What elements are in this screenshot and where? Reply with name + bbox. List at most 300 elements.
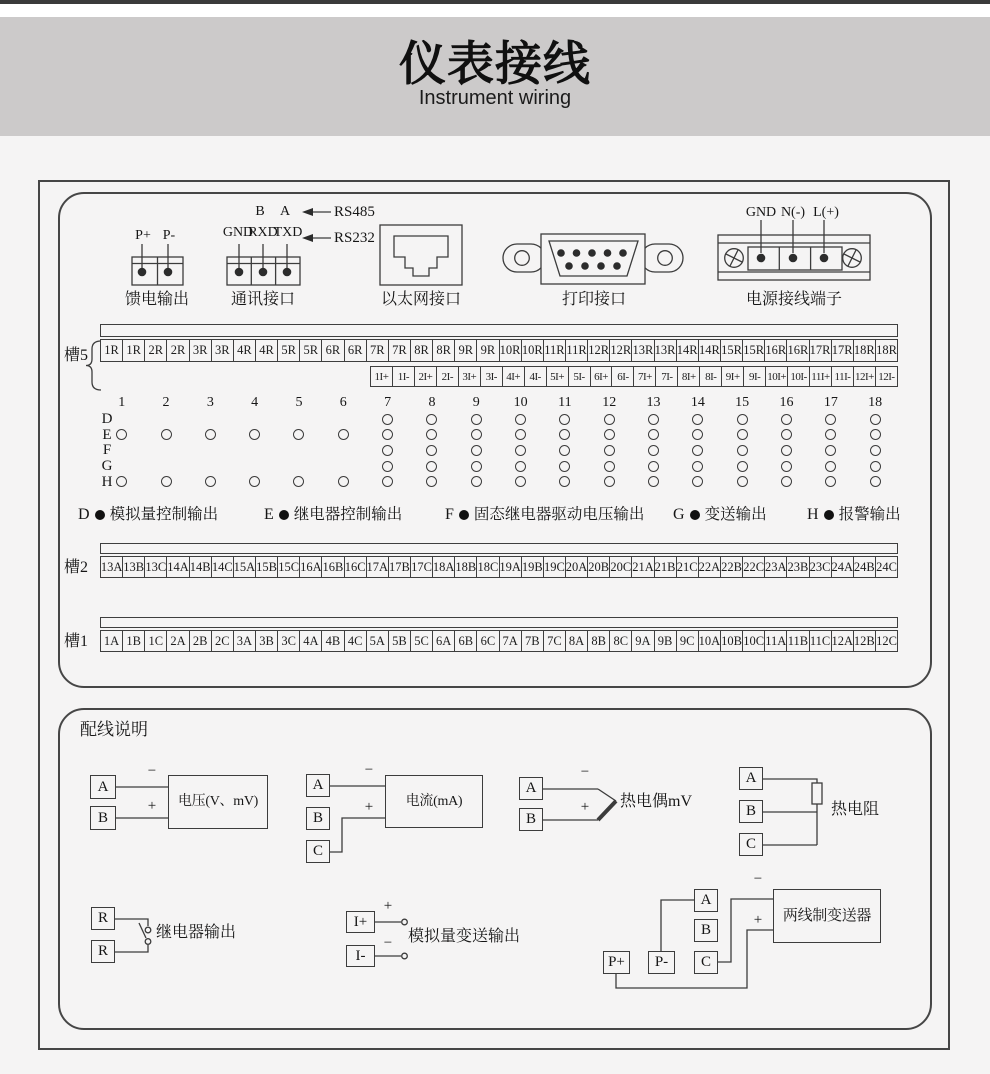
io-terminal-circle	[116, 429, 127, 440]
matrix-column-number: 2	[162, 395, 170, 410]
io-terminal-circle	[648, 414, 659, 425]
legend-key: D	[78, 506, 90, 523]
terminal-cell: 4I+	[502, 366, 525, 387]
terminal-cell: 1I-	[392, 366, 415, 387]
matrix-column-number: 8	[428, 395, 436, 410]
terminal-cell: 5B	[388, 630, 411, 652]
terminal-cell: 16B	[321, 556, 344, 578]
io-terminal-circle	[604, 461, 615, 472]
terminal-cell: 1R	[122, 339, 145, 362]
terminal-box: C	[694, 951, 718, 974]
io-terminal-circle	[737, 476, 748, 487]
terminal-cell: 8R	[432, 339, 455, 362]
terminal-cell: 5R	[299, 339, 322, 362]
terminal-cell: 7B	[521, 630, 544, 652]
wiring-notes-title: 配线说明	[80, 720, 148, 739]
terminal-cell: 5I+	[546, 366, 569, 387]
matrix-column-number: 11	[558, 395, 572, 410]
matrix-column-number: 5	[295, 395, 303, 410]
terminal-cell: 16A	[299, 556, 322, 578]
io-terminal-circle	[515, 429, 526, 440]
legend-key: G	[673, 506, 685, 523]
io-terminal-circle	[249, 476, 260, 487]
terminal-cell: 7R	[388, 339, 411, 362]
io-matrix	[0, 0, 990, 500]
terminal-cell: 7I-	[655, 366, 678, 387]
terminal-cell: 5C	[410, 630, 433, 652]
terminal-cell: 18A	[432, 556, 455, 578]
legend-key: F	[445, 506, 454, 523]
io-terminal-circle	[825, 429, 836, 440]
terminal-cell: 3C	[277, 630, 300, 652]
legend-label: 固态继电器驱动电压输出	[473, 506, 645, 524]
io-terminal-circle	[604, 476, 615, 487]
terminal-cell: 22B	[720, 556, 743, 578]
terminal-cell: 1R	[100, 339, 123, 362]
io-terminal-circle	[471, 461, 482, 472]
matrix-column-number: 14	[690, 395, 705, 410]
terminal-cell: 6B	[454, 630, 477, 652]
rtd-label: 热电阻	[831, 801, 880, 818]
io-terminal-circle	[737, 414, 748, 425]
terminal-cell: 17C	[410, 556, 433, 578]
analog-out-label: 模拟量变送输出	[408, 928, 521, 945]
io-terminal-circle	[692, 429, 703, 440]
io-terminal-circle	[382, 414, 393, 425]
power-caption: 电源接线端子	[745, 291, 843, 308]
rs232-label: RS232	[334, 230, 375, 246]
terminal-cell: 19A	[499, 556, 522, 578]
terminal-cell: 22C	[742, 556, 765, 578]
slot1-top-rail	[100, 617, 898, 628]
terminal-box: I-	[346, 945, 375, 967]
io-terminal-circle	[293, 476, 304, 487]
terminal-cell: 11I+	[809, 366, 832, 387]
terminal-cell: 16R	[764, 339, 787, 362]
terminal-cell: 3A	[233, 630, 256, 652]
terminal-cell: 2I-	[436, 366, 459, 387]
comm-pin-label: TXD	[273, 225, 303, 240]
slot2-label: 槽2	[64, 559, 89, 576]
terminal-cell: 12B	[853, 630, 876, 652]
io-terminal-circle	[426, 461, 437, 472]
terminal-cell: 15C	[277, 556, 300, 578]
wiring-notes-panel	[58, 708, 932, 1030]
terminal-cell: 3R	[211, 339, 234, 362]
legend-label: 继电器控制输出	[293, 506, 403, 524]
io-terminal-circle	[737, 461, 748, 472]
terminal-cell: 14C	[211, 556, 234, 578]
slot2-row	[100, 556, 898, 578]
io-terminal-circle	[249, 429, 260, 440]
terminal-cell: 11A	[764, 630, 787, 652]
io-terminal-circle	[648, 461, 659, 472]
terminal-cell: 2B	[189, 630, 212, 652]
thermocouple-label: 热电偶mV	[620, 793, 693, 810]
legend-item-alarm	[807, 507, 901, 523]
terminal-cell: 10R	[499, 339, 522, 362]
io-terminal-circle	[781, 461, 792, 472]
terminal-cell: 10B	[720, 630, 743, 652]
terminal-cell: 4R	[233, 339, 256, 362]
io-terminal-circle	[648, 476, 659, 487]
minus-sign: −	[753, 871, 763, 887]
terminal-cell: 20C	[609, 556, 632, 578]
relay-label: 继电器输出	[156, 924, 237, 941]
terminal-cell: 1I+	[370, 366, 393, 387]
io-terminal-circle	[692, 476, 703, 487]
terminal-cell: 23C	[809, 556, 832, 578]
legend-item-relay-control	[264, 507, 402, 523]
terminal-box: P-	[648, 951, 675, 974]
terminal-cell: 13R	[654, 339, 677, 362]
current-input-box: 电流(mA)	[385, 775, 483, 828]
terminal-box: A	[90, 775, 116, 799]
terminal-box: B	[739, 800, 763, 823]
terminal-box: B	[306, 807, 330, 830]
io-terminal-circle	[515, 445, 526, 456]
terminal-cell: 13C	[144, 556, 167, 578]
terminal-cell: 3B	[255, 630, 278, 652]
terminal-cell: 17B	[388, 556, 411, 578]
terminal-cell: 17A	[366, 556, 389, 578]
comm-pin-label: RXD	[248, 225, 278, 240]
terminal-cell: 24A	[831, 556, 854, 578]
io-terminal-circle	[692, 461, 703, 472]
terminal-cell: 3I+	[458, 366, 481, 387]
terminal-cell: 10C	[742, 630, 765, 652]
terminal-cell: 7C	[543, 630, 566, 652]
matrix-column-number: 12	[602, 395, 617, 410]
io-terminal-circle	[825, 414, 836, 425]
terminal-cell: 12I+	[853, 366, 876, 387]
legend-key: H	[807, 506, 819, 523]
terminal-cell: 11R	[543, 339, 566, 362]
matrix-row-label: F	[102, 442, 112, 459]
io-terminal-circle	[648, 445, 659, 456]
terminal-cell: 12A	[831, 630, 854, 652]
slot1-row	[100, 630, 898, 652]
io-terminal-circle	[426, 445, 437, 456]
io-terminal-circle	[161, 476, 172, 487]
terminal-cell: 10I-	[787, 366, 810, 387]
terminal-cell: 1B	[122, 630, 145, 652]
terminal-cell: 6I+	[590, 366, 613, 387]
io-terminal-circle	[781, 429, 792, 440]
power-pin-label: L(+)	[813, 205, 839, 220]
terminal-cell: 15R	[742, 339, 765, 362]
io-terminal-circle	[692, 445, 703, 456]
minus-sign: −	[147, 763, 157, 779]
terminal-box: I+	[346, 911, 375, 933]
terminal-box: P+	[603, 951, 630, 974]
terminal-cell: 14A	[166, 556, 189, 578]
io-terminal-circle	[205, 429, 216, 440]
terminal-cell: 5R	[277, 339, 300, 362]
terminal-box: B	[90, 806, 116, 830]
io-terminal-circle	[737, 445, 748, 456]
terminal-cell: 9I+	[721, 366, 744, 387]
comm-caption: 通讯接口	[230, 291, 296, 308]
plus-sign: +	[383, 898, 393, 914]
terminal-cell: 6I-	[611, 366, 634, 387]
plus-sign: +	[147, 798, 157, 814]
io-terminal-circle	[116, 476, 127, 487]
io-terminal-circle	[559, 414, 570, 425]
terminal-cell: 24C	[875, 556, 898, 578]
terminal-cell: 21C	[676, 556, 699, 578]
legend-label: 变送输出	[704, 506, 767, 524]
io-terminal-circle	[293, 429, 304, 440]
two-wire-transmitter-box: 两线制变送器	[773, 889, 881, 943]
io-terminal-circle	[870, 429, 881, 440]
terminal-cell: 7I+	[633, 366, 656, 387]
terminal-cell: 2C	[211, 630, 234, 652]
terminal-box: R	[91, 907, 115, 930]
terminal-cell: 12I-	[875, 366, 898, 387]
io-terminal-circle	[426, 476, 437, 487]
terminal-cell: 10R	[521, 339, 544, 362]
terminal-cell: 9B	[654, 630, 677, 652]
terminal-cell: 18B	[454, 556, 477, 578]
matrix-row-label: D	[101, 411, 113, 427]
terminal-cell: 5A	[366, 630, 389, 652]
terminal-cell: 4B	[321, 630, 344, 652]
terminal-cell: 8A	[565, 630, 588, 652]
minus-sign: −	[383, 935, 393, 951]
feed-pin-label: P-	[162, 228, 176, 243]
terminal-cell: 6C	[476, 630, 499, 652]
matrix-column-number: 15	[735, 395, 750, 410]
feed-caption: 馈电输出	[124, 291, 190, 308]
terminal-cell: 13B	[122, 556, 145, 578]
comm-rs485-a-label: A	[279, 204, 291, 219]
io-terminal-circle	[515, 414, 526, 425]
io-terminal-circle	[515, 461, 526, 472]
terminal-box: B	[694, 919, 718, 942]
minus-sign: −	[580, 764, 590, 780]
terminal-cell: 11C	[809, 630, 832, 652]
plus-sign: +	[580, 799, 590, 815]
matrix-column-number: 6	[339, 395, 347, 410]
terminal-cell: 14R	[676, 339, 699, 362]
terminal-cell: 11I-	[831, 366, 854, 387]
io-terminal-circle	[781, 476, 792, 487]
legend-label: 报警输出	[838, 506, 901, 524]
terminal-cell: 15R	[720, 339, 743, 362]
io-terminal-circle	[559, 461, 570, 472]
io-terminal-circle	[781, 445, 792, 456]
io-terminal-circle	[382, 445, 393, 456]
matrix-column-number: 3	[206, 395, 214, 410]
terminal-cell: 4A	[299, 630, 322, 652]
terminal-box: A	[694, 889, 718, 912]
terminal-cell: 2R	[144, 339, 167, 362]
terminal-cell: 21A	[631, 556, 654, 578]
terminal-cell: 2A	[166, 630, 189, 652]
terminal-cell: 18R	[875, 339, 898, 362]
voltage-input-box: 电压(V、mV)	[168, 775, 268, 829]
io-terminal-circle	[471, 414, 482, 425]
io-terminal-circle	[338, 476, 349, 487]
terminal-cell: 9R	[454, 339, 477, 362]
terminal-cell: 22A	[698, 556, 721, 578]
comm-rs485-b-label: B	[255, 204, 265, 219]
terminal-cell: 3R	[189, 339, 212, 362]
terminal-cell: 5I-	[568, 366, 591, 387]
matrix-column-number: 17	[823, 395, 838, 410]
power-pin-label: GND	[745, 205, 777, 220]
matrix-column-number: 1	[118, 395, 126, 410]
terminal-cell: 1C	[144, 630, 167, 652]
terminal-cell: 9I-	[743, 366, 766, 387]
terminal-cell: 13R	[631, 339, 654, 362]
matrix-column-number: 7	[384, 395, 392, 410]
matrix-column-number: 16	[779, 395, 794, 410]
legend-item-ssr-drive	[445, 507, 644, 523]
terminal-cell: 8I+	[677, 366, 700, 387]
terminal-cell: 11R	[565, 339, 588, 362]
terminal-cell: 6R	[344, 339, 367, 362]
io-terminal-circle	[870, 461, 881, 472]
bullet-icon	[690, 510, 700, 520]
io-terminal-circle	[382, 429, 393, 440]
ethernet-caption: 以太网接口	[380, 291, 462, 308]
terminal-cell: 4R	[255, 339, 278, 362]
terminal-cell: 15A	[233, 556, 256, 578]
io-terminal-circle	[737, 429, 748, 440]
feed-pin-label: P+	[135, 228, 151, 243]
terminal-cell: 2R	[166, 339, 189, 362]
io-terminal-circle	[338, 429, 349, 440]
terminal-cell: 20A	[565, 556, 588, 578]
terminal-cell: 23A	[764, 556, 787, 578]
terminal-cell: 8R	[410, 339, 433, 362]
terminal-box: R	[91, 940, 115, 963]
io-terminal-circle	[382, 476, 393, 487]
terminal-cell: 4C	[344, 630, 367, 652]
terminal-cell: 14B	[189, 556, 212, 578]
legend-key: E	[264, 506, 274, 523]
terminal-cell: 7A	[499, 630, 522, 652]
terminal-box: A	[739, 767, 763, 790]
terminal-cell: 16R	[786, 339, 809, 362]
io-terminal-circle	[870, 476, 881, 487]
terminal-cell: 8C	[609, 630, 632, 652]
io-terminal-circle	[825, 476, 836, 487]
terminal-cell: 18R	[853, 339, 876, 362]
terminal-cell: 12R	[587, 339, 610, 362]
legend-item-analog-control	[78, 507, 218, 523]
terminal-cell: 19B	[521, 556, 544, 578]
terminal-cell: 12R	[609, 339, 632, 362]
io-terminal-circle	[825, 461, 836, 472]
matrix-column-number: 10	[513, 395, 528, 410]
matrix-column-number: 13	[646, 395, 661, 410]
io-terminal-circle	[604, 414, 615, 425]
matrix-row-label: G	[101, 458, 113, 475]
io-terminal-circle	[559, 429, 570, 440]
io-terminal-circle	[471, 476, 482, 487]
io-terminal-circle	[604, 429, 615, 440]
matrix-row-label: H	[101, 473, 113, 490]
terminal-cell: 16C	[344, 556, 367, 578]
plus-sign: +	[753, 912, 763, 928]
minus-sign: −	[364, 762, 374, 778]
terminal-cell: 6R	[321, 339, 344, 362]
io-terminal-circle	[692, 414, 703, 425]
io-terminal-circle	[648, 429, 659, 440]
rs485-label: RS485	[334, 204, 375, 220]
terminal-box: C	[739, 833, 763, 856]
terminal-cell: 20B	[587, 556, 610, 578]
bullet-icon	[459, 510, 469, 520]
matrix-column-number: 18	[868, 395, 883, 410]
bullet-icon	[95, 510, 105, 520]
io-terminal-circle	[426, 429, 437, 440]
terminal-cell: 14R	[698, 339, 721, 362]
slot5-label: 槽5	[64, 347, 89, 364]
terminal-cell: 2I+	[414, 366, 437, 387]
terminal-cell: 24B	[853, 556, 876, 578]
terminal-cell: 11B	[786, 630, 809, 652]
io-terminal-circle	[825, 445, 836, 456]
terminal-cell: 13A	[100, 556, 123, 578]
terminal-cell: 9A	[631, 630, 654, 652]
io-terminal-circle	[471, 445, 482, 456]
terminal-box: A	[519, 777, 543, 800]
terminal-box: C	[306, 840, 330, 863]
io-terminal-circle	[781, 414, 792, 425]
terminal-box: B	[519, 808, 543, 831]
terminal-cell: 17R	[809, 339, 832, 362]
page-title: 仪表接线	[399, 37, 591, 90]
io-terminal-circle	[870, 414, 881, 425]
matrix-column-number: 4	[251, 395, 259, 410]
terminal-cell: 23B	[786, 556, 809, 578]
io-terminal-circle	[604, 445, 615, 456]
io-terminal-circle	[870, 445, 881, 456]
io-terminal-circle	[559, 476, 570, 487]
terminal-cell: 12C	[875, 630, 898, 652]
plus-sign: +	[364, 799, 374, 815]
terminal-cell: 3I-	[480, 366, 503, 387]
slot1-label: 槽1	[64, 633, 89, 650]
legend-label: 模拟量控制输出	[109, 506, 219, 524]
io-terminal-circle	[426, 414, 437, 425]
bullet-icon	[279, 510, 289, 520]
terminal-cell: 8I-	[699, 366, 722, 387]
terminal-cell: 9R	[476, 339, 499, 362]
terminal-cell: 15B	[255, 556, 278, 578]
io-terminal-circle	[559, 445, 570, 456]
legend-item-retransmission	[673, 507, 767, 523]
terminal-cell: 19C	[543, 556, 566, 578]
bullet-icon	[824, 510, 834, 520]
terminal-cell: 9C	[676, 630, 699, 652]
terminal-cell: 8B	[587, 630, 610, 652]
io-terminal-circle	[382, 461, 393, 472]
terminal-cell: 4I-	[524, 366, 547, 387]
terminal-cell: 21B	[654, 556, 677, 578]
power-pin-label: N(-)	[780, 205, 806, 220]
matrix-row-label: E	[102, 426, 112, 443]
terminal-cell: 1A	[100, 630, 123, 652]
terminal-cell: 17R	[831, 339, 854, 362]
page-subtitle: Instrument wiring	[418, 87, 572, 109]
terminal-cell: 18C	[476, 556, 499, 578]
terminal-box: A	[306, 774, 330, 797]
